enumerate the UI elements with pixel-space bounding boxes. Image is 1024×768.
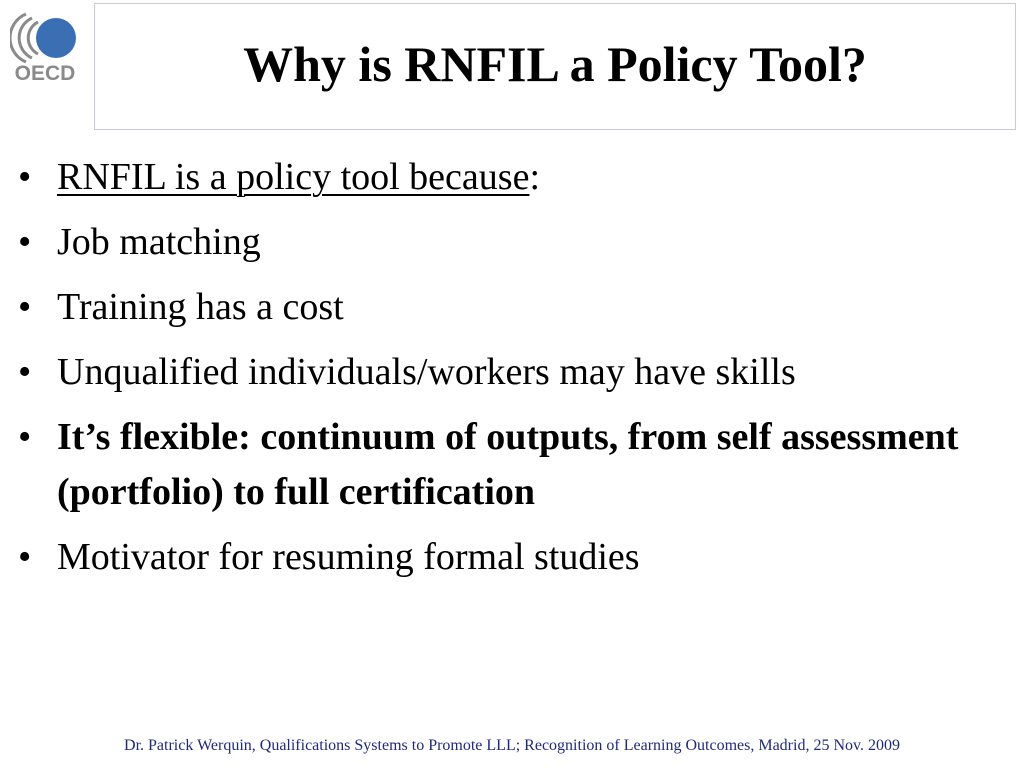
oecd-logo-text: OECD: [14, 62, 76, 82]
bullet-text: It’s flexible: continuum of outputs, from self assessment (portfolio) to full certification: [57, 416, 959, 513]
oecd-logo-mark: [10, 10, 80, 82]
bullet-item: [18, 345, 1008, 400]
oecd-logo: [10, 10, 80, 82]
bullet-item: [18, 410, 1008, 520]
slide-title: Why is RNFIL a Policy Tool?: [243, 35, 867, 92]
bullet-marker: •: [18, 156, 32, 198]
bullet-item: [18, 215, 1008, 270]
bullet-suffix: :: [529, 156, 541, 198]
bullet-marker: •: [18, 416, 32, 458]
bullet-text: RNFIL is a policy tool because: [57, 156, 530, 198]
bullet-list: [18, 150, 1008, 595]
bullet-text: Training has a cost: [57, 286, 344, 328]
bullet-text: Job matching: [57, 221, 261, 263]
bullet-marker: •: [18, 286, 32, 328]
bullet-item: [18, 280, 1008, 335]
title-box: [94, 3, 1016, 130]
bullet-marker: •: [18, 536, 32, 578]
bullet-text: Motivator for resuming formal studies: [57, 536, 640, 578]
bullet-marker: •: [18, 351, 32, 393]
bullet-text: Unqualified individuals/workers may have skills: [57, 351, 796, 393]
slide-footer: Dr. Patrick Werquin, Qualifications Systems to Promote LLL; Recognition of Learning Outcomes, Madrid, 25 Nov. 2009: [124, 737, 900, 754]
bullet-marker: •: [18, 221, 32, 263]
bullet-item: [18, 530, 1008, 585]
bullet-item: [18, 150, 1008, 205]
